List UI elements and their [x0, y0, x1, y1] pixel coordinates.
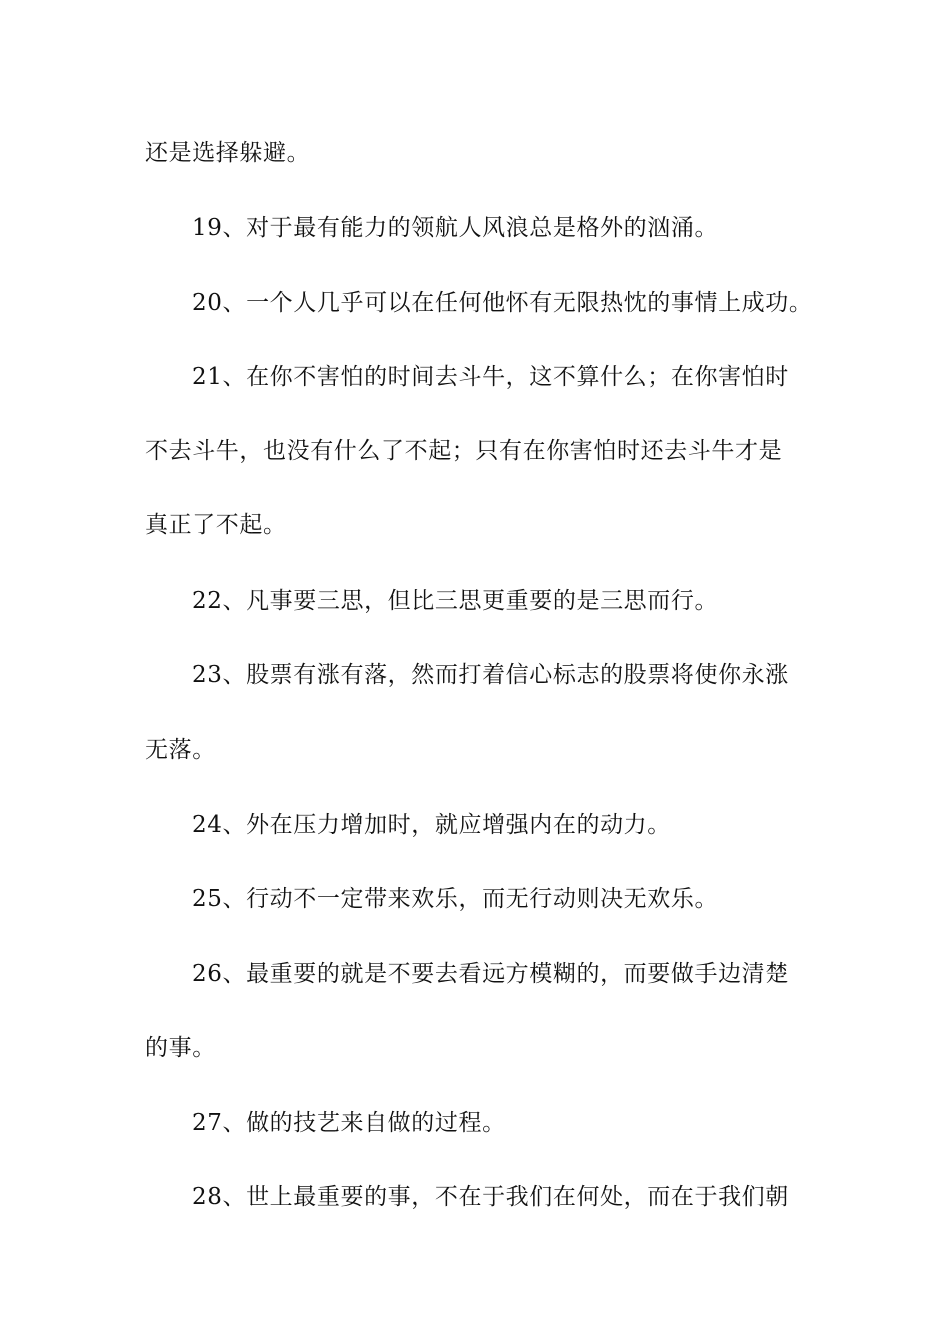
quote-27: 27、做的技艺来自做的过程。 — [192, 1110, 506, 1136]
quote-26: 26、最重要的就是不要去看远方模糊的，而要做手边清楚 — [192, 961, 789, 987]
quote-21: 21、在你不害怕的时间去斗牛，这不算什么；在你害怕时 — [192, 364, 789, 390]
quote-23-continued: 无落。 — [145, 737, 216, 763]
quote-21-continued: 不去斗牛，也没有什么了不起；只有在你害怕时还去斗牛才是 — [145, 438, 783, 464]
quote-20: 20、一个人几乎可以在任何他怀有无限热忱的事情上成功。 — [192, 290, 813, 316]
quote-19: 19、对于最有能力的领航人风浪总是格外的汹涌。 — [192, 215, 719, 241]
quote-24: 24、外在压力增加时，就应增强内在的动力。 — [192, 812, 671, 838]
text-line: 还是选择躲避。 — [145, 140, 311, 166]
quote-28: 28、世上最重要的事，不在于我们在何处，而在于我们朝 — [192, 1184, 789, 1210]
quote-23: 23、股票有涨有落，然而打着信心标志的股票将使你永涨 — [192, 662, 789, 688]
quote-25: 25、行动不一定带来欢乐，而无行动则决无欢乐。 — [192, 886, 719, 912]
quote-22: 22、凡事要三思，但比三思更重要的是三思而行。 — [192, 588, 719, 614]
quote-26-continued: 的事。 — [145, 1035, 216, 1061]
quote-21-continued: 真正了不起。 — [145, 512, 287, 538]
